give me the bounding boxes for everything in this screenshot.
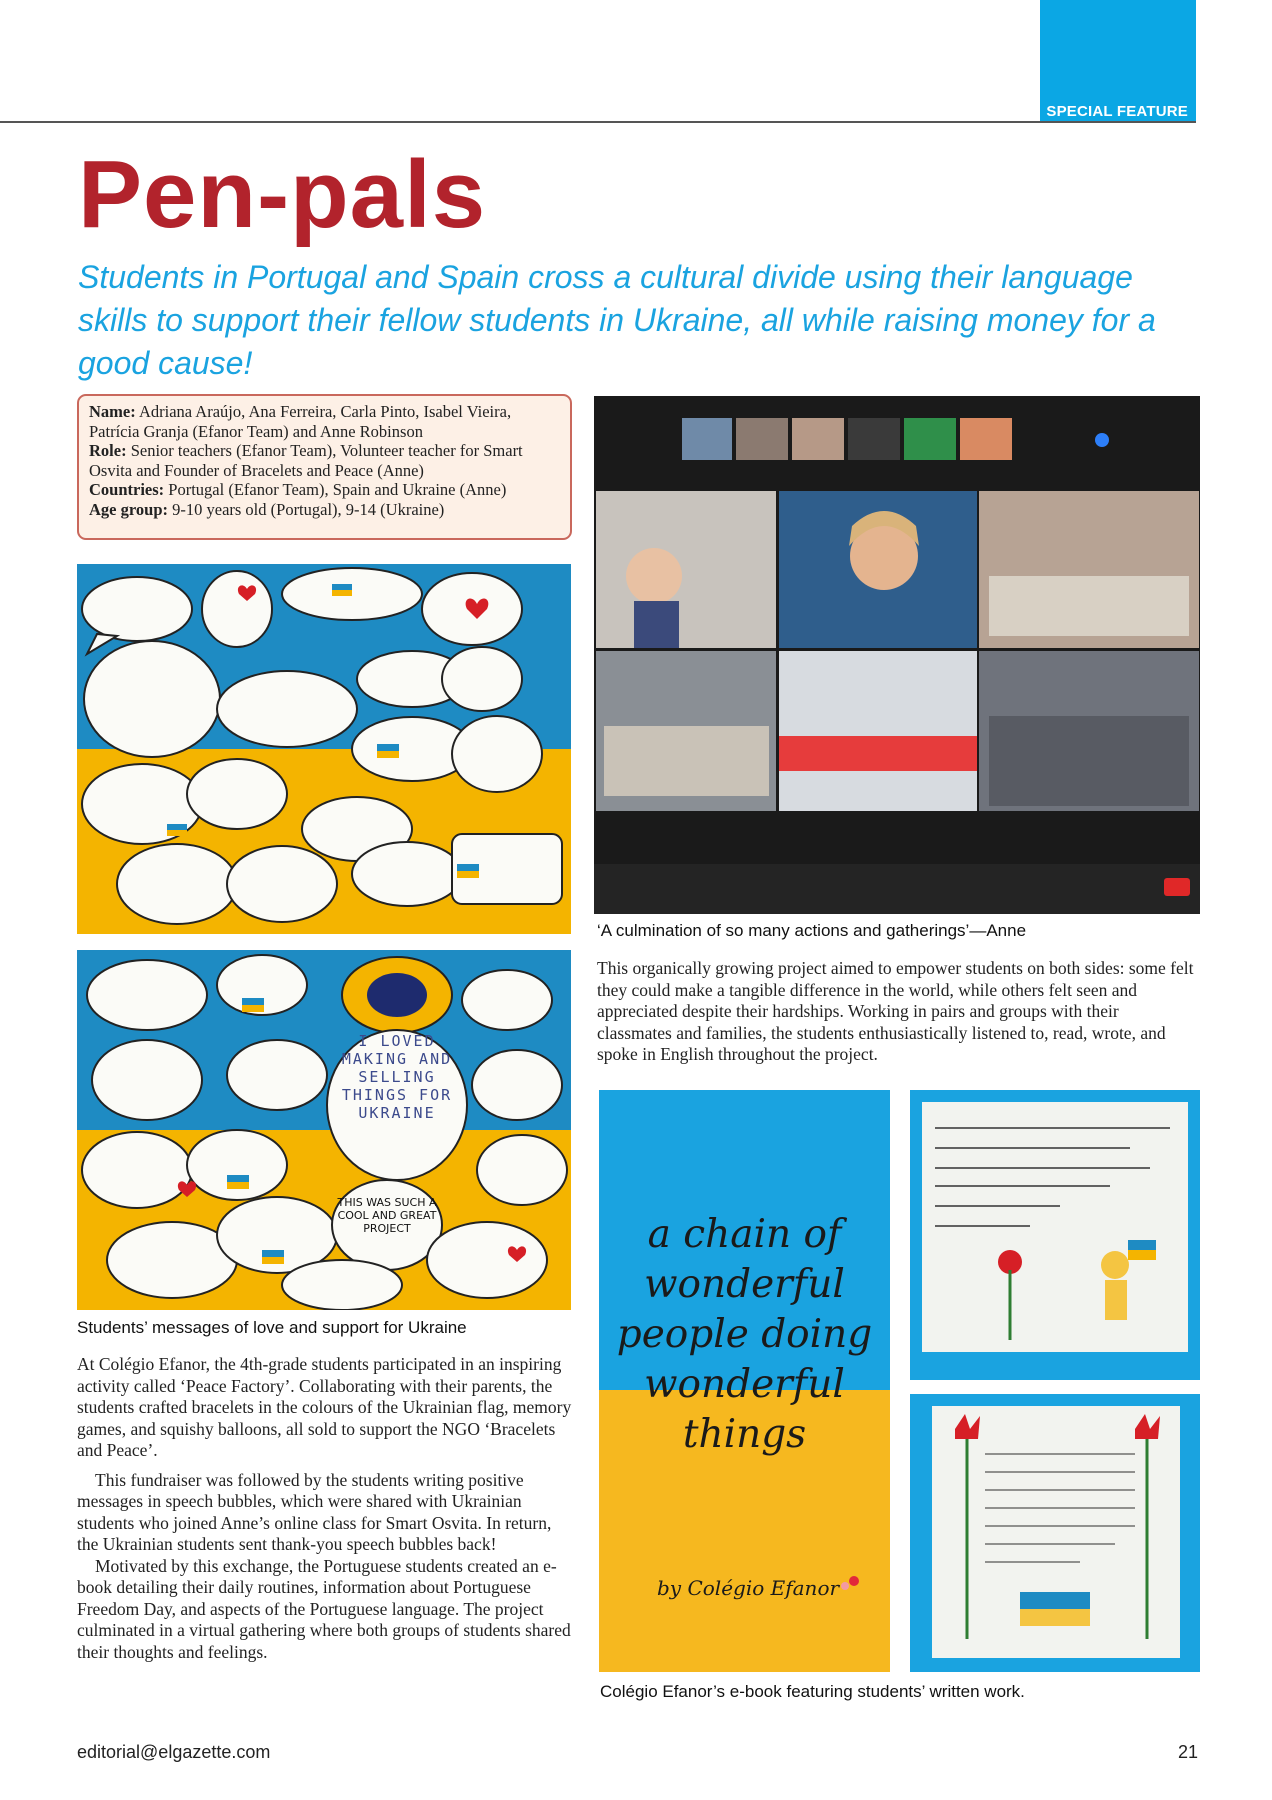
- header-rule: [0, 121, 1196, 123]
- article-title: Pen-pals: [78, 141, 487, 248]
- article-subtitle: Students in Portugal and Spain cross a cultural divide using their language skills to support their fellow students in Ukraine, all while raising money for a good cause!: [78, 259, 1156, 381]
- ebook-page-carnation: [910, 1394, 1200, 1672]
- ebook-page-freedom-day-drawing: [910, 1090, 1200, 1380]
- speech-bubbles-illustration: [77, 564, 571, 934]
- ebook-page-carnation-drawing: [910, 1394, 1200, 1672]
- video-call-caption: ‘A culmination of so many actions and gatherings’—Anne: [597, 921, 1027, 940]
- ebook-byline: by Colégio Efanor: [657, 1576, 840, 1600]
- bubbles-caption: Students’ messages of love and support for Ukraine: [77, 1318, 467, 1337]
- info-box: [77, 394, 572, 540]
- section-label: SPECIAL FEATURE: [1040, 101, 1196, 123]
- left-column-text: [77, 1354, 573, 1663]
- video-call-photo: [594, 396, 1200, 914]
- efanor-logo-dot-2: [841, 1582, 849, 1590]
- video-call-grid: [594, 396, 1200, 914]
- right-column-paragraph: This organically growing project aimed to empower students on both sides: some felt they could make a tangible difference in the world, while others felt seen and appreciated despite their hardships. Working in pairs and groups with their classmates and families, the students enthusiastically listened to, read, wrote, and spoke in English throughout the project.: [597, 958, 1194, 1064]
- info-countries: Countries: Portugal (Efanor Team), Spain and Ukraine (Anne): [89, 480, 507, 499]
- speech-bubbles-photo-2: [77, 950, 571, 1310]
- efanor-logo-dot: [849, 1576, 859, 1586]
- big-bubble-text: I LOVED MAKING AND SELLING THINGS FOR UKRAINE: [341, 1032, 453, 1122]
- info-age-group: Age group: 9-10 years old (Portugal), 9-14 (Ukraine): [89, 499, 445, 519]
- speech-bubbles-illustration-2: [77, 950, 571, 1310]
- info-role: Role: Senior teachers (Efanor Team), Volunteer teacher for Smart Osvita and Founder of Bracelets and Peace (Anne): [89, 441, 523, 480]
- info-name: Name: Adriana Araújo, Ana Ferreira, Carla Pinto, Isabel Vieira, Patrícia Granja (Efanor Team) and Anne Robinson: [89, 402, 512, 441]
- ebook-title: a chain of wonderful people doing wonderful things: [616, 1212, 873, 1457]
- page-number: 21: [1177, 1742, 1198, 1762]
- small-bubble-text: THIS WAS SUCH A COOL AND GREAT PROJECT: [337, 1196, 437, 1235]
- left-paragraph-3: Motivated by this exchange, the Portuguese students created an e-book detailing their daily routines, information about Portuguese Freedom Day, and aspects of the Portuguese language. The project culminated in a virtual gathering where both groups of students shared their thoughts and feelings.: [77, 1555, 571, 1662]
- ebook-page-freedom-day: [910, 1090, 1200, 1380]
- speech-bubbles-photo-1: [77, 564, 571, 934]
- ebook-caption: Colégio Efanor’s e-book featuring students’ written work.: [600, 1682, 1025, 1701]
- footer-email-link[interactable]: editorial@elgazette.com: [77, 1742, 271, 1762]
- section-tab-block: [1040, 0, 1196, 101]
- left-paragraph-1: At Colégio Efanor, the 4th-grade students participated in an inspiring activity called ‘Peace Factory’. Collaborating with their parents, the students crafted bracelets in the colours of the Ukrainian flag, memory games, and squishy balloons, all sold to support the NGO ‘Bracelets and Peace’.: [77, 1354, 572, 1460]
- ebook-cover: [599, 1090, 890, 1672]
- left-paragraph-2: This fundraiser was followed by the students writing positive messages in speech bubbles, which were shared with Ukrainian students who joined Anne’s online class for Smart Osvita. In return, the Ukrainian students sent thank-you speech bubbles back!: [77, 1469, 552, 1554]
